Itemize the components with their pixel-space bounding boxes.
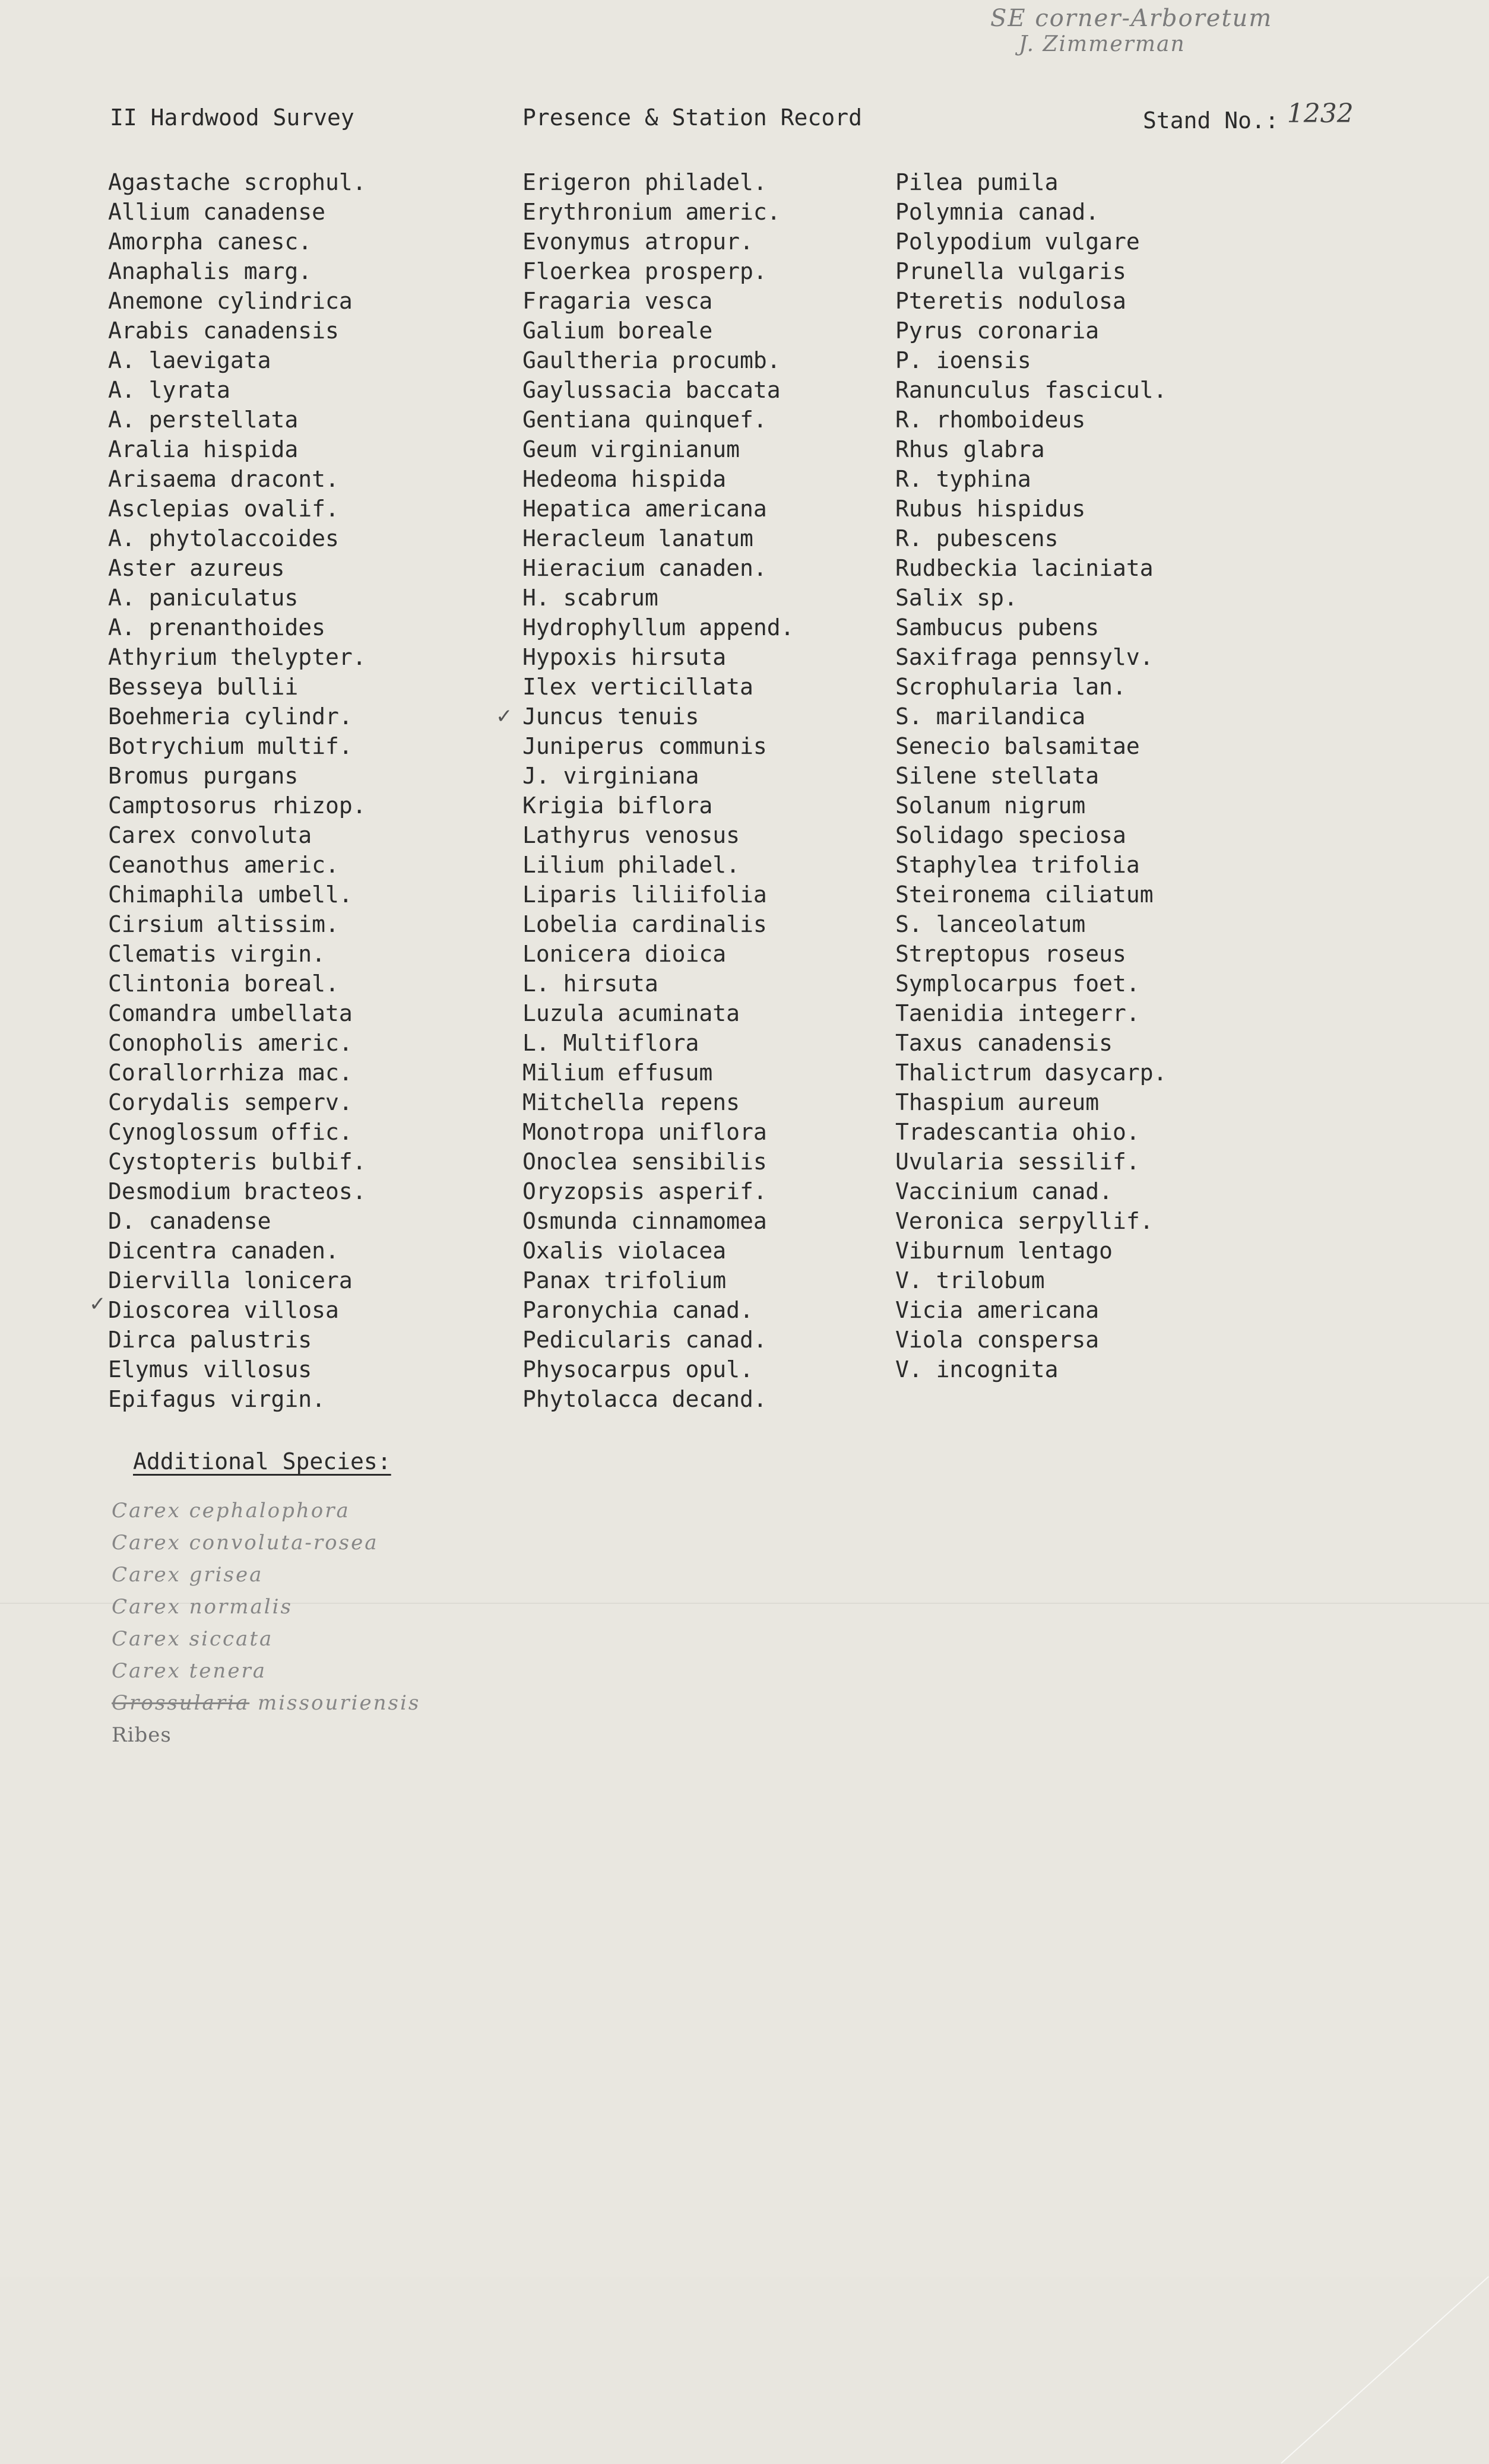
species-entry: J. virginiana (522, 763, 699, 789)
species-entry: Juncus tenuis (522, 703, 699, 730)
species-entry: Rudbeckia laciniata (895, 555, 1154, 581)
species-entry: Oryzopsis asperif. (522, 1178, 767, 1204)
species-entry: Lilium philadel. (522, 852, 740, 878)
species-entry: L. hirsuta (522, 971, 658, 997)
species-entry: Corydalis semperv. (108, 1089, 353, 1115)
species-entry: Corallorrhiza mac. (108, 1060, 353, 1086)
survey-title: II Hardwood Survey (110, 104, 354, 131)
species-entry: Ilex verticillata (522, 674, 753, 700)
surveyor-note: J. Zimmerman (1019, 32, 1186, 56)
species-entry: Besseya bullii (108, 674, 299, 700)
species-entry: R. pubescens (895, 525, 1059, 551)
species-entry: Mitchella repens (522, 1089, 740, 1115)
additional-species-entry: Carex tenera (112, 1659, 267, 1683)
species-entry: Pedicularis canad. (522, 1327, 767, 1353)
species-entry: Scrophularia lan. (895, 674, 1126, 700)
species-entry: Salix sp. (895, 585, 1018, 611)
species-entry: Lathyrus venosus (522, 822, 740, 848)
species-column-2 (522, 167, 794, 1414)
species-entry: Panax trifolium (522, 1267, 727, 1293)
species-entry: A. lyrata (108, 377, 230, 403)
species-entry: Monotropa uniflora (522, 1119, 767, 1145)
species-column-3 (895, 167, 1167, 1384)
species-entry: Solidago speciosa (895, 822, 1126, 848)
species-entry: Rubus hispidus (895, 496, 1086, 522)
species-entry: Gaylussacia baccata (522, 377, 781, 403)
species-entry: Symplocarpus foet. (895, 971, 1140, 997)
species-entry: V. trilobum (895, 1267, 1045, 1293)
species-entry: S. marilandica (895, 703, 1086, 730)
species-entry: Hieracium canaden. (522, 555, 767, 581)
species-entry: Saxifraga pennsylv. (895, 644, 1154, 670)
species-entry: Amorpha canesc. (108, 229, 312, 255)
species-entry: Onoclea sensibilis (522, 1149, 767, 1175)
species-entry: Hepatica americana (522, 496, 767, 522)
species-entry: Physocarpus opul. (522, 1356, 753, 1382)
species-entry: Heracleum lanatum (522, 525, 753, 551)
species-entry: Luzula acuminata (522, 1000, 740, 1026)
species-entry: Galium boreale (522, 318, 713, 344)
species-entry: Steironema ciliatum (895, 881, 1154, 908)
species-entry: Fragaria vesca (522, 288, 713, 314)
species-entry: Evonymus atropur. (522, 229, 753, 255)
check-mark-dioscorea: ✓ (89, 1292, 106, 1316)
species-entry: Erythronium americ. (522, 199, 781, 225)
species-entry: Pyrus coronaria (895, 318, 1100, 344)
species-entry: Dioscorea villosa (108, 1297, 339, 1323)
species-entry: V. incognita (895, 1356, 1059, 1382)
species-entry: Taenidia integerr. (895, 1000, 1140, 1026)
species-entry: Dicentra canaden. (108, 1238, 339, 1264)
species-entry: Hedeoma hispida (522, 466, 727, 492)
species-entry: Desmodium bracteos. (108, 1178, 366, 1204)
species-entry: Diervilla lonicera (108, 1267, 353, 1293)
struck-genus: Grossularia (112, 1691, 250, 1715)
stand-label: Stand No.: (1143, 107, 1279, 134)
species-entry: Comandra umbellata (108, 1000, 353, 1026)
species-entry: Staphylea trifolia (895, 852, 1140, 878)
species-entry: Paronychia canad. (522, 1297, 753, 1323)
species-entry: H. scabrum (522, 585, 658, 611)
species-entry: Osmunda cinnamomea (522, 1208, 767, 1234)
additional-species-entry: Carex siccata (112, 1627, 274, 1651)
stand-number: 1232 (1287, 99, 1354, 129)
species-entry: Erigeron philadel. (522, 169, 767, 195)
additional-species-entry: Carex grisea (112, 1563, 264, 1587)
species-entry: Vaccinium canad. (895, 1178, 1113, 1204)
species-entry: A. paniculatus (108, 585, 299, 611)
species-epithet: missouriensis (249, 1691, 421, 1715)
additional-species-entry: Carex cephalophora (112, 1499, 350, 1523)
species-entry: R. typhina (895, 466, 1031, 492)
species-entry: Lobelia cardinalis (522, 911, 767, 937)
species-entry: Anaphalis marg. (108, 258, 312, 284)
species-entry: A. laevigata (108, 347, 271, 373)
species-entry: Solanum nigrum (895, 792, 1086, 819)
species-entry: Geum virginianum (522, 436, 740, 462)
species-entry: Ceanothus americ. (108, 852, 339, 878)
species-entry: D. canadense (108, 1208, 271, 1234)
species-entry: Arisaema dracont. (108, 466, 339, 492)
additional-species-entry: Carex convoluta-rosea (112, 1531, 379, 1555)
species-entry: Carex convoluta (108, 822, 312, 848)
species-entry: Cystopteris bulbif. (108, 1149, 366, 1175)
species-entry: Milium effusum (522, 1060, 713, 1086)
species-entry: Boehmeria cylindr. (108, 703, 353, 730)
species-entry: Viola conspersa (895, 1327, 1100, 1353)
species-entry: Camptosorus rhizop. (108, 792, 366, 819)
check-mark-juncus: ✓ (496, 705, 513, 728)
species-entry: Pteretis nodulosa (895, 288, 1126, 314)
replacement-genus: Ribes (112, 1723, 172, 1747)
additional-species-entry: Carex normalis (112, 1595, 293, 1619)
species-entry: Floerkea prosperp. (522, 258, 767, 284)
species-entry: Cynoglossum offic. (108, 1119, 353, 1145)
additional-species-list (112, 1495, 420, 1751)
species-entry: Aralia hispida (108, 436, 299, 462)
species-entry: S. lanceolatum (895, 911, 1086, 937)
species-entry: Pilea pumila (895, 169, 1059, 195)
species-entry: Anemone cylindrica (108, 288, 353, 314)
species-entry: Gentiana quinquef. (522, 407, 767, 433)
species-entry: Polymnia canad. (895, 199, 1100, 225)
species-entry: Liparis liliifolia (522, 881, 767, 908)
species-entry: L. Multiflora (522, 1030, 699, 1056)
species-entry: Arabis canadensis (108, 318, 339, 344)
species-entry: Prunella vulgaris (895, 258, 1126, 284)
species-entry: Krigia biflora (522, 792, 713, 819)
species-entry: Streptopus roseus (895, 941, 1126, 967)
species-entry: Chimaphila umbell. (108, 881, 353, 908)
location-note: SE corner-Arboretum (990, 5, 1273, 32)
species-entry: Botrychium multif. (108, 733, 353, 759)
species-entry: Hypoxis hirsuta (522, 644, 727, 670)
species-entry: Allium canadense (108, 199, 326, 225)
species-entry: Conopholis americ. (108, 1030, 353, 1056)
species-entry: Asclepias ovalif. (108, 496, 339, 522)
species-entry: Senecio balsamitae (895, 733, 1140, 759)
species-entry: A. prenanthoides (108, 614, 326, 640)
species-entry: Silene stellata (895, 763, 1100, 789)
species-entry: Gaultheria procumb. (522, 347, 781, 373)
species-entry: Oxalis violacea (522, 1238, 727, 1264)
species-entry: Thaspium aureum (895, 1089, 1100, 1115)
species-entry: Phytolacca decand. (522, 1386, 767, 1412)
species-entry: Clintonia boreal. (108, 971, 339, 997)
record-title: Presence & Station Record (522, 104, 862, 131)
species-entry: Athyrium thelypter. (108, 644, 366, 670)
species-entry: Sambucus pubens (895, 614, 1100, 640)
species-column-1 (108, 167, 366, 1414)
species-entry: A. phytolaccoides (108, 525, 339, 551)
species-entry: Taxus canadensis (895, 1030, 1113, 1056)
species-entry: Lonicera dioica (522, 941, 727, 967)
species-entry: Bromus purgans (108, 763, 299, 789)
species-entry: Uvularia sessilif. (895, 1149, 1140, 1175)
species-entry: Agastache scrophul. (108, 169, 366, 195)
species-entry: Rhus glabra (895, 436, 1045, 462)
species-entry: Elymus villosus (108, 1356, 312, 1382)
species-entry: A. perstellata (108, 407, 299, 433)
species-entry: Thalictrum dasycarp. (895, 1060, 1167, 1086)
paper-crease (1281, 2276, 1489, 2464)
species-entry: Juniperus communis (522, 733, 767, 759)
species-entry: Cirsium altissim. (108, 911, 339, 937)
species-entry: Veronica serpyllif. (895, 1208, 1154, 1234)
species-entry: Hydrophyllum append. (522, 614, 794, 640)
species-entry: Tradescantia ohio. (895, 1119, 1140, 1145)
species-entry: Viburnum lentago (895, 1238, 1113, 1264)
species-entry: Epifagus virgin. (108, 1386, 326, 1412)
species-entry: Ranunculus fascicul. (895, 377, 1167, 403)
species-entry: Polypodium vulgare (895, 229, 1140, 255)
species-entry: P. ioensis (895, 347, 1031, 373)
species-entry: Dirca palustris (108, 1327, 312, 1353)
additional-species-title: Additional Species: (133, 1448, 391, 1474)
species-entry: Aster azureus (108, 555, 285, 581)
species-entry: Vicia americana (895, 1297, 1100, 1323)
species-entry: R. rhomboideus (895, 407, 1086, 433)
stand-number-field (1143, 99, 1354, 135)
species-entry: Clematis virgin. (108, 941, 326, 967)
additional-species-entry (112, 1687, 420, 1719)
